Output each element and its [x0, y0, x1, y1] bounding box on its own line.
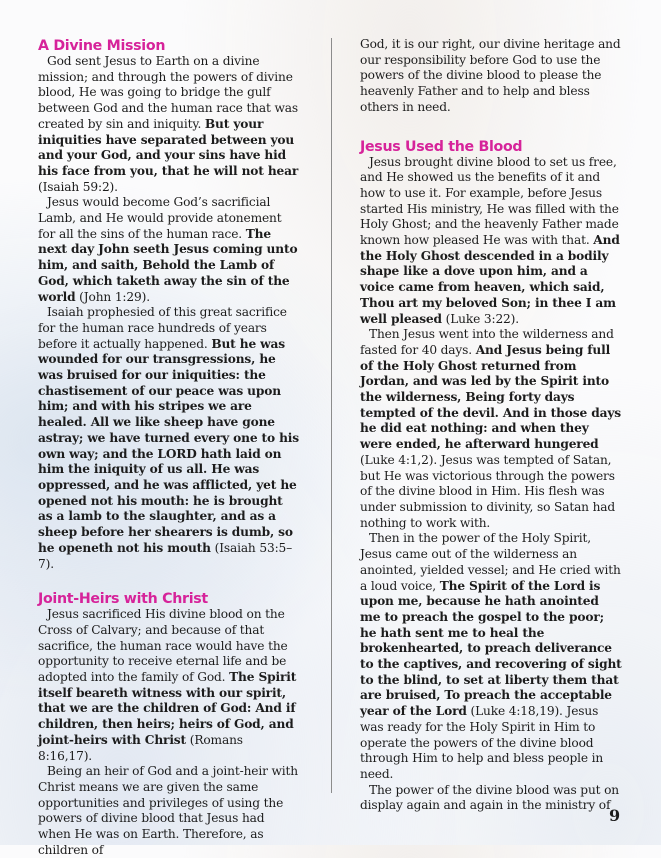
body-text: Then in the power of the Holy Spirit, Jesus came out of the wilderness an anointed, yielded vessel; and He cried with a loud voice,	[360, 531, 621, 593]
scripture-quote: But your iniquities have separated between you and your God, and your sins have hid his face from you, that he will not hear	[38, 116, 299, 178]
paragraph	[360, 155, 622, 328]
body-text: God sent Jesus to Earth on a divine mission; and through the powers of divine blood, He was going to bridge the gulf between God and the human race that was created by sin and iniquity.	[38, 54, 299, 131]
scripture-quote: And Jesus being full of the Holy Ghost returned from Jordan, and was led by the Spirit into the wilderness, Being forty days tempted of the devil. And in those days he did eat nothing: and when they were ended, he afterward hungered	[360, 342, 621, 452]
column-divider	[331, 38, 332, 793]
page-number: 9	[609, 806, 621, 825]
right-column	[360, 0, 622, 814]
paragraph-continued	[360, 37, 622, 116]
body-text: The power of the divine blood was put on display again and again in the ministry of	[360, 782, 620, 813]
scripture-reference: (Romans 8:16,17).	[38, 732, 243, 763]
body-text: (Luke 4:1,2). Jesus was tempted of Satan, but He was victorious through the powers of the divine blood in Him. His flesh was under submission to divinity, so Satan had nothing to work with.	[360, 452, 616, 530]
body-text: God, it is our right, our divine heritage and our responsibility before God to use the powers of the divine blood to please the heavenly Father and to help and bless others in need.	[360, 37, 621, 114]
heading-jesus-used-the-blood: Jesus Used the Blood	[360, 138, 523, 155]
body-text: Jesus would become God’s sacrificial Lamb, and He would provide atonement for all the sins of the human race.	[38, 195, 282, 241]
scripture-reference: (Isaiah 59:2).	[38, 179, 118, 194]
body-text: Jesus brought divine blood to set us free, and He showed us the benefits of it and how to use it. For example, before Jesus started His ministry, He was filled with the Holy Ghost; and the heavenly Father made known how pleased He was with that.	[360, 154, 619, 248]
heading-a-divine-mission: A Divine Mission	[38, 38, 166, 54]
scripture-reference: (John 1:29).	[75, 289, 150, 304]
body-text: Jesus sacrificed His divine blood on the Cross of Calvary; and because of that sacrifice, the human race would have the opportunity to receive eternal life and be adopted into the family of God.	[38, 607, 288, 685]
scripture-quote: The Spirit of the Lord is upon me, because he hath anointed me to preach the gospel to the poor; he hath sent me to heal the brokenhearted, to preach deliverance to the captives, and recovering of sight to the blind, to set at liberty them that are bruised, To preach the acceptable year of the Lord	[360, 578, 622, 719]
heading-joint-heirs-with-christ: Joint-Heirs with Christ	[38, 591, 208, 608]
paragraph	[360, 531, 622, 782]
body-text: Isaiah prophesied of this great sacrifice for the human race hundreds of years before it actually happened.	[38, 305, 287, 351]
paragraph	[38, 54, 300, 195]
paragraph	[360, 327, 622, 531]
scripture-reference: (Isaiah 53:5–7).	[38, 540, 293, 571]
body-text: (Luke 4:18,19). Jesus was ready for the Holy Spirit in Him to operate the powers of the divine blood through Him to help and bless people in need.	[360, 704, 604, 781]
paragraph	[38, 607, 300, 764]
scripture-reference: (Luke 3:22).	[441, 311, 519, 326]
scripture-quote: The next day John seeth Jesus coming unto him, and saith, Behold the Lamb of God, which taketh away the sin of the world	[38, 226, 298, 304]
paragraph	[38, 764, 300, 858]
paragraph	[38, 195, 300, 305]
scripture-quote: And the Holy Ghost descended in a bodily shape like a dove upon him, and a voice came from heaven, which said, Thou art my beloved Son; in thee I am well pleased	[360, 233, 620, 326]
scripture-quote: The Spirit itself beareth witness with our spirit, that we are the children of God: And if children, then heirs; heirs of God, and joint-heirs with Christ	[38, 670, 297, 747]
paragraph	[360, 783, 622, 814]
body-text: Being an heir of God and a joint-heir with Christ means we are given the same opportunities and privileges of using the powers of divine blood that Jesus had when He was on Earth. Therefore, as children of	[38, 764, 298, 857]
scripture-quote: But he was wounded for our transgressions, he was bruised for our iniquities: the chastisement of our peace was upon him; and with his stripes we are healed. All we like sheep have gone astray; we have turned every one to his own way; and the LORD hath laid on him the iniquity of us all. He was oppressed, and he was afflicted, yet he opened not his mouth: he is brought as a lamb to the slaughter, and as a sheep before her shearers is dumb, so he openeth not his mouth	[38, 336, 299, 555]
left-column	[38, 0, 300, 858]
body-text: Then Jesus went into the wilderness and fasted for 40 days.	[360, 327, 614, 357]
paragraph	[38, 305, 300, 572]
